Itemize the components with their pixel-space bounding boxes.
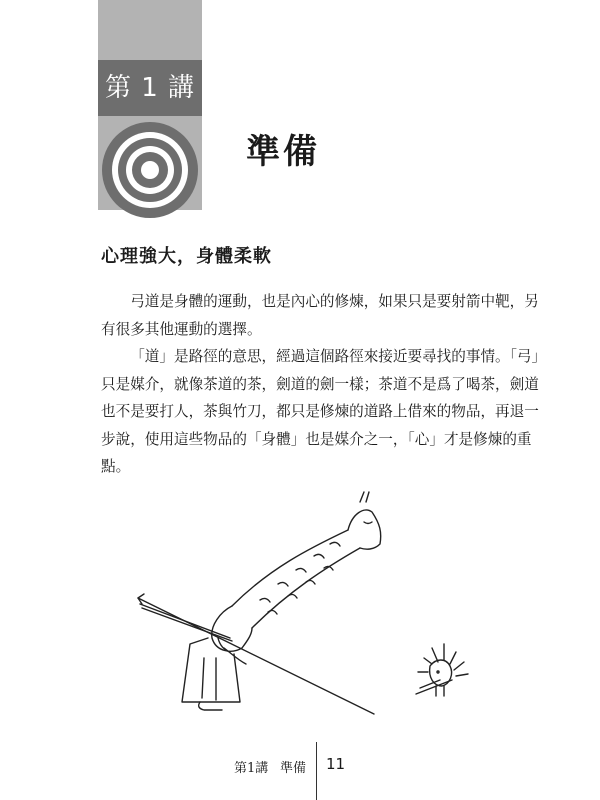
chapter-title: 準備 — [246, 132, 320, 172]
chapter-label: 第 1 講 — [98, 60, 202, 116]
target-icon — [100, 120, 200, 220]
footer-divider — [316, 742, 317, 800]
paragraph: 「道」是路徑的意思，經過這個路徑來接近要尋找的事情。「弓」只是媒介，就像茶道的茶，劍道的劍一樣；茶道不是爲了喝茶，劍道也不是要打人，茶與竹刀，都只是修煉的道路上借來的物品，再退一步說，使用這些物品的「身體」也是媒介之一，「心」才是修煉的重點。 — [101, 348, 539, 475]
section-heading: 心理強大，身體柔軟 — [101, 246, 272, 267]
footer-chapter: 第1講 — [234, 761, 269, 776]
page-number: 11 — [326, 755, 346, 773]
giraffe-archer-illustration — [120, 488, 500, 728]
body-text — [101, 288, 541, 481]
paragraph: 弓道是身體的運動，也是內心的修煉，如果只是要射箭中靶，另有很多其他運動的選擇。 — [101, 293, 539, 338]
footer-title: 準備 — [280, 761, 307, 776]
